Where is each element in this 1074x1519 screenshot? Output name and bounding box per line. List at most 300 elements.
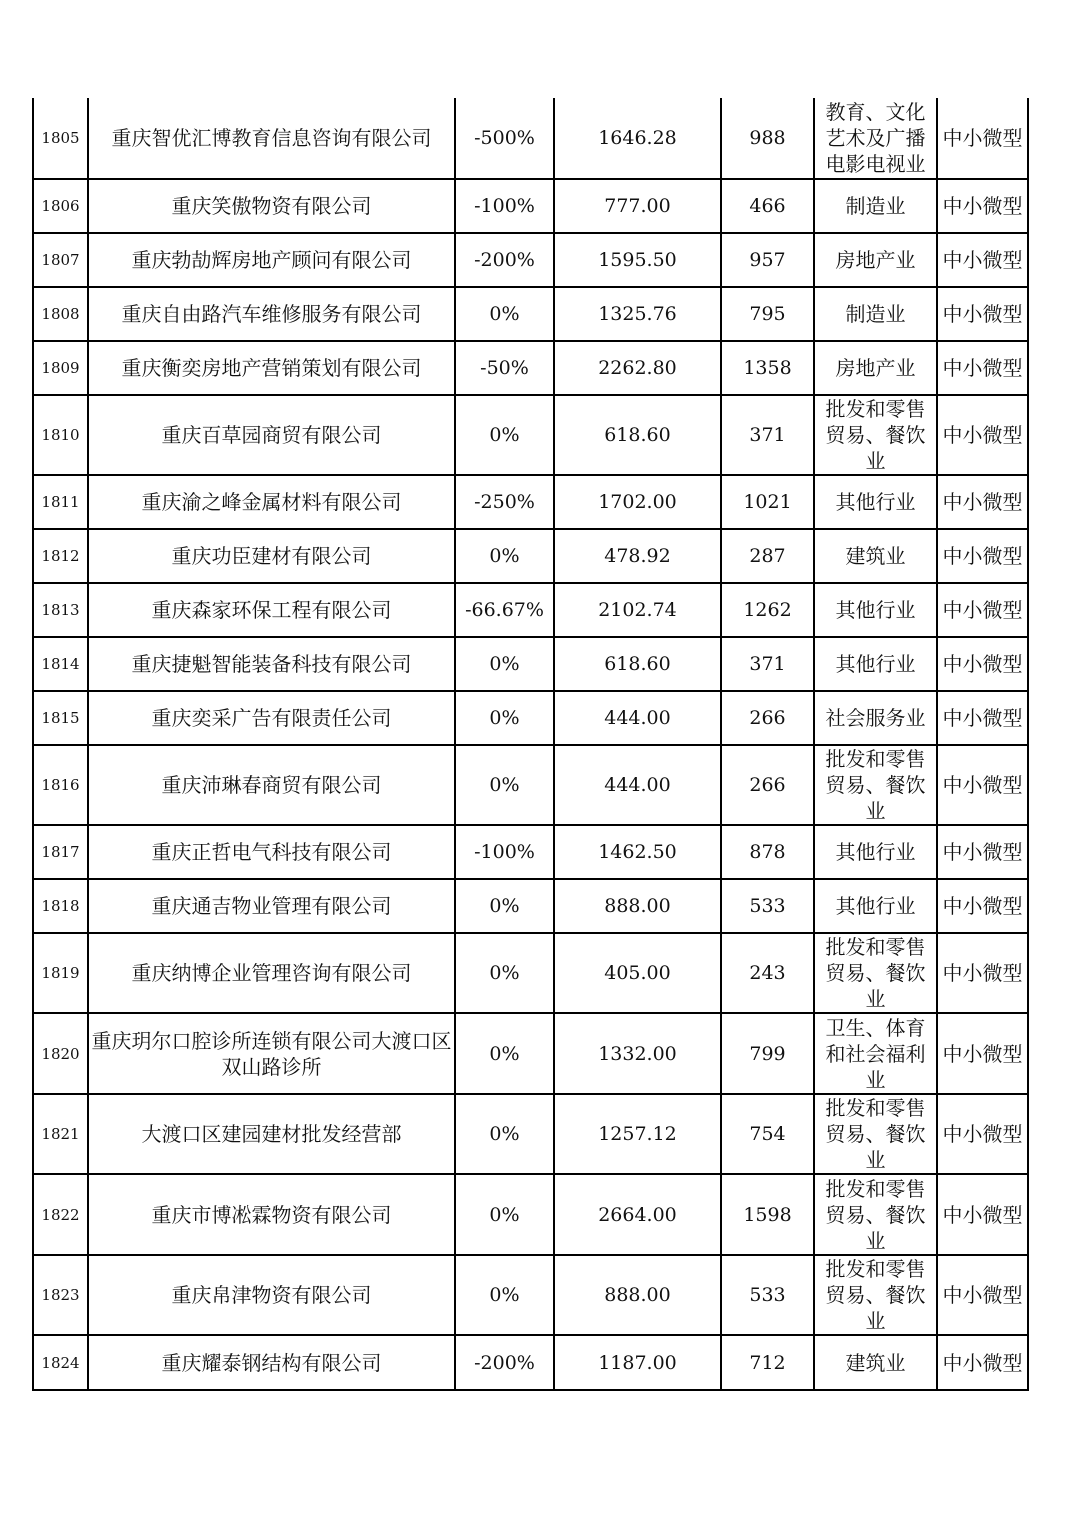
change-rate: 0%: [489, 545, 520, 567]
row-number-cell: [33, 879, 88, 933]
change-rate: 0%: [489, 707, 520, 729]
count: 1021: [743, 491, 792, 513]
enterprise-type-cell: [937, 879, 1028, 933]
amount: 1332.00: [598, 1042, 677, 1065]
change-rate-cell: [455, 475, 554, 529]
company-name-cell: [88, 529, 455, 583]
company-name: 重庆通吉物业管理有限公司: [151, 894, 392, 918]
count: 266: [749, 707, 786, 729]
row-number: 1817: [41, 843, 80, 861]
count-cell: [721, 287, 814, 341]
table-row: [33, 179, 1028, 233]
enterprise-type: 中小微型: [942, 302, 1023, 326]
change-rate: -50%: [480, 357, 529, 379]
enterprise-type: 中小微型: [942, 490, 1023, 514]
enterprise-type-cell: [937, 98, 1028, 179]
row-number-cell: [33, 1335, 88, 1390]
change-rate-cell: [455, 933, 554, 1013]
enterprise-type: 中小微型: [942, 773, 1023, 797]
row-number: 1806: [41, 197, 80, 215]
enterprise-type-cell: [937, 1094, 1028, 1174]
industry: 房地产业: [835, 248, 916, 272]
amount: 2262.80: [598, 357, 677, 379]
company-name: 重庆自由路汽车维修服务有限公司: [121, 302, 422, 326]
enterprise-type: 中小微型: [942, 598, 1023, 622]
row-number-cell: [33, 745, 88, 825]
industry-cell: [814, 529, 937, 583]
change-rate: 0%: [489, 1203, 520, 1226]
count-cell: [721, 529, 814, 583]
count: 754: [749, 1123, 786, 1145]
table-row: [33, 1174, 1028, 1255]
table-row: [33, 1255, 1028, 1335]
company-name-cell: [88, 1335, 455, 1390]
enterprise-type-cell: [937, 691, 1028, 745]
enterprise-type: 中小微型: [942, 126, 1023, 150]
industry: 卫生、体育和社会福利业: [825, 1015, 926, 1092]
table-row: [33, 825, 1028, 879]
industry-cell: [814, 745, 937, 825]
row-number-cell: [33, 1094, 88, 1174]
row-number-cell: [33, 395, 88, 475]
count: 712: [749, 1351, 786, 1374]
company-name-cell: [88, 98, 455, 179]
row-number: 1820: [41, 1044, 80, 1063]
amount-cell: [554, 1255, 721, 1335]
industry: 其他行业: [835, 894, 916, 918]
count: 988: [749, 127, 786, 149]
count-cell: [721, 825, 814, 879]
amount-cell: [554, 691, 721, 745]
count-cell: [721, 179, 814, 233]
enterprise-type-cell: [937, 1013, 1028, 1094]
industry-cell: [814, 287, 937, 341]
enterprise-type-cell: [937, 179, 1028, 233]
row-number-cell: [33, 233, 88, 287]
row-number: 1824: [41, 1353, 80, 1372]
change-rate: 0%: [489, 962, 520, 984]
count: 795: [749, 303, 786, 325]
company-name: 重庆衡奕房地产营销策划有限公司: [121, 356, 422, 380]
industry-cell: [814, 879, 937, 933]
enterprise-type: 中小微型: [942, 248, 1023, 272]
industry: 批发和零售贸易、餐饮业: [825, 397, 926, 473]
row-number-cell: [33, 475, 88, 529]
amount: 888.00: [604, 1284, 671, 1306]
amount-cell: [554, 475, 721, 529]
company-name-cell: [88, 287, 455, 341]
enterprise-type: 中小微型: [942, 1202, 1023, 1227]
count: 1262: [743, 599, 792, 621]
amount: 777.00: [604, 195, 671, 217]
count: 371: [749, 653, 786, 675]
amount: 405.00: [604, 962, 671, 984]
amount: 1257.12: [598, 1123, 677, 1145]
amount-cell: [554, 825, 721, 879]
amount-cell: [554, 583, 721, 637]
company-name-cell: [88, 933, 455, 1013]
count: 878: [749, 841, 786, 863]
industry-cell: [814, 341, 937, 395]
row-number: 1813: [41, 601, 80, 619]
count: 1358: [743, 357, 792, 379]
industry: 制造业: [845, 302, 906, 326]
change-rate-cell: [455, 233, 554, 287]
company-name-cell: [88, 233, 455, 287]
row-number: 1823: [41, 1286, 80, 1304]
enterprise-type: 中小微型: [942, 1041, 1023, 1066]
industry: 批发和零售贸易、餐饮业: [825, 747, 926, 823]
row-number: 1816: [41, 776, 80, 794]
change-rate-cell: [455, 1094, 554, 1174]
enterprise-type-cell: [937, 395, 1028, 475]
amount: 888.00: [604, 895, 671, 917]
row-number-cell: [33, 1255, 88, 1335]
count: 1598: [743, 1203, 792, 1226]
company-name-cell: [88, 1013, 455, 1094]
count: 957: [749, 249, 786, 271]
industry: 批发和零售贸易、餐饮业: [825, 935, 926, 1011]
table-row: [33, 933, 1028, 1013]
count-cell: [721, 1255, 814, 1335]
row-number-cell: [33, 529, 88, 583]
change-rate-cell: [455, 287, 554, 341]
industry-cell: [814, 233, 937, 287]
amount-cell: [554, 1094, 721, 1174]
industry: 建筑业: [845, 544, 906, 568]
change-rate-cell: [455, 637, 554, 691]
count-cell: [721, 1174, 814, 1255]
industry: 其他行业: [835, 652, 916, 676]
company-name-cell: [88, 179, 455, 233]
industry-cell: [814, 179, 937, 233]
amount-cell: [554, 98, 721, 179]
company-name-cell: [88, 395, 455, 475]
industry-cell: [814, 1094, 937, 1174]
change-rate: 0%: [489, 774, 520, 796]
count: 799: [749, 1042, 786, 1065]
change-rate-cell: [455, 1255, 554, 1335]
count-cell: [721, 475, 814, 529]
amount-cell: [554, 745, 721, 825]
company-name-cell: [88, 1094, 455, 1174]
count: 266: [749, 774, 786, 796]
change-rate: -200%: [474, 249, 535, 271]
count-cell: [721, 98, 814, 179]
enterprise-type: 中小微型: [942, 840, 1023, 864]
table-body: [33, 98, 1028, 1390]
amount: 1646.28: [598, 127, 677, 149]
table-row: [33, 745, 1028, 825]
industry-cell: [814, 395, 937, 475]
industry: 批发和零售贸易、餐饮业: [825, 1176, 926, 1253]
table-row: [33, 1094, 1028, 1174]
company-name: 重庆正哲电气科技有限公司: [151, 840, 392, 864]
company-name: 重庆笑傲物资有限公司: [171, 194, 372, 218]
count: 466: [749, 195, 786, 217]
enterprise-type-cell: [937, 933, 1028, 1013]
row-number: 1810: [41, 426, 80, 444]
amount-cell: [554, 1174, 721, 1255]
industry: 批发和零售贸易、餐饮业: [825, 1096, 926, 1172]
change-rate-cell: [455, 879, 554, 933]
enterprise-type-cell: [937, 529, 1028, 583]
amount-cell: [554, 287, 721, 341]
company-name-cell: [88, 691, 455, 745]
industry: 建筑业: [845, 1350, 906, 1375]
count-cell: [721, 1013, 814, 1094]
change-rate: -250%: [474, 491, 535, 513]
company-name-cell: [88, 745, 455, 825]
amount: 478.92: [604, 545, 671, 567]
amount-cell: [554, 1013, 721, 1094]
amount: 618.60: [604, 653, 671, 675]
change-rate-cell: [455, 691, 554, 745]
company-name: 重庆智优汇博教育信息咨询有限公司: [111, 126, 432, 150]
row-number: 1805: [41, 129, 80, 147]
count: 243: [749, 962, 786, 984]
count-cell: [721, 233, 814, 287]
company-name-cell: [88, 825, 455, 879]
change-rate: -200%: [474, 1351, 535, 1374]
company-name: 重庆沛琳春商贸有限公司: [161, 773, 382, 797]
count-cell: [721, 637, 814, 691]
amount: 1325.76: [598, 303, 677, 325]
industry: 社会服务业: [825, 706, 926, 730]
table-row: [33, 341, 1028, 395]
company-name: 重庆帛津物资有限公司: [171, 1283, 372, 1307]
company-name-cell: [88, 475, 455, 529]
industry-cell: [814, 475, 937, 529]
amount-cell: [554, 529, 721, 583]
change-rate: 0%: [489, 1042, 520, 1065]
industry: 房地产业: [835, 356, 916, 380]
change-rate-cell: [455, 98, 554, 179]
row-number-cell: [33, 98, 88, 179]
table-row: [33, 637, 1028, 691]
change-rate: 0%: [489, 653, 520, 675]
count: 371: [749, 424, 786, 446]
change-rate: -100%: [474, 195, 535, 217]
table-row: [33, 879, 1028, 933]
change-rate-cell: [455, 395, 554, 475]
industry-cell: [814, 1335, 937, 1390]
industry-cell: [814, 1174, 937, 1255]
company-name-cell: [88, 637, 455, 691]
enterprise-type-cell: [937, 1174, 1028, 1255]
amount: 2664.00: [598, 1203, 677, 1226]
company-name: 重庆功臣建材有限公司: [171, 544, 372, 568]
row-number: 1815: [41, 709, 80, 727]
row-number: 1814: [41, 655, 80, 673]
count-cell: [721, 1335, 814, 1390]
company-name: 重庆玥尔口腔诊所连锁有限公司大渡口区双山路诊所: [91, 1028, 452, 1079]
amount-cell: [554, 341, 721, 395]
row-number: 1811: [41, 493, 80, 511]
table-row: [33, 395, 1028, 475]
amount: 1187.00: [598, 1351, 677, 1374]
industry: 教育、文化艺术及广播电影电视业: [825, 100, 926, 176]
enterprise-type: 中小微型: [942, 544, 1023, 568]
data-table: [32, 98, 1029, 1391]
company-name: 重庆纳博企业管理咨询有限公司: [131, 961, 412, 985]
row-number-cell: [33, 691, 88, 745]
company-name: 重庆奕采广告有限责任公司: [151, 706, 392, 730]
enterprise-type-cell: [937, 341, 1028, 395]
amount-cell: [554, 179, 721, 233]
table-row: [33, 475, 1028, 529]
row-number-cell: [33, 179, 88, 233]
enterprise-type: 中小微型: [942, 1350, 1023, 1375]
industry-cell: [814, 1255, 937, 1335]
row-number-cell: [33, 583, 88, 637]
change-rate-cell: [455, 529, 554, 583]
count-cell: [721, 1094, 814, 1174]
table-row: [33, 691, 1028, 745]
enterprise-type-cell: [937, 475, 1028, 529]
enterprise-type-cell: [937, 637, 1028, 691]
change-rate-cell: [455, 825, 554, 879]
count: 533: [749, 895, 786, 917]
amount: 1702.00: [598, 491, 677, 513]
count-cell: [721, 745, 814, 825]
change-rate: -500%: [474, 127, 535, 149]
industry-cell: [814, 98, 937, 179]
count: 533: [749, 1284, 786, 1306]
table-row: [33, 1013, 1028, 1094]
amount-cell: [554, 1335, 721, 1390]
industry-cell: [814, 1013, 937, 1094]
industry-cell: [814, 825, 937, 879]
change-rate-cell: [455, 583, 554, 637]
count-cell: [721, 879, 814, 933]
count-cell: [721, 395, 814, 475]
row-number: 1807: [41, 251, 80, 269]
table-row: [33, 98, 1028, 179]
change-rate: 0%: [489, 895, 520, 917]
row-number-cell: [33, 1174, 88, 1255]
industry-cell: [814, 637, 937, 691]
row-number-cell: [33, 825, 88, 879]
enterprise-type: 中小微型: [942, 894, 1023, 918]
change-rate-cell: [455, 745, 554, 825]
row-number: 1822: [41, 1205, 80, 1224]
row-number-cell: [33, 287, 88, 341]
row-number: 1818: [41, 897, 80, 915]
count-cell: [721, 933, 814, 1013]
industry-cell: [814, 583, 937, 637]
company-name: 重庆森家环保工程有限公司: [151, 598, 392, 622]
amount: 618.60: [604, 424, 671, 446]
amount: 1595.50: [598, 249, 677, 271]
enterprise-type-cell: [937, 583, 1028, 637]
count-cell: [721, 583, 814, 637]
enterprise-type: 中小微型: [942, 423, 1023, 447]
industry: 其他行业: [835, 490, 916, 514]
company-name: 重庆勃劼辉房地产顾问有限公司: [131, 248, 412, 272]
row-number-cell: [33, 933, 88, 1013]
enterprise-type: 中小微型: [942, 1122, 1023, 1146]
row-number: 1821: [41, 1125, 80, 1143]
industry: 其他行业: [835, 598, 916, 622]
amount-cell: [554, 879, 721, 933]
company-name: 大渡口区建园建材批发经营部: [141, 1122, 402, 1146]
count-cell: [721, 691, 814, 745]
amount-cell: [554, 637, 721, 691]
table-row: [33, 233, 1028, 287]
company-name: 重庆市博凇霖物资有限公司: [151, 1202, 392, 1227]
row-number: 1819: [41, 964, 80, 982]
enterprise-type: 中小微型: [942, 961, 1023, 985]
amount-cell: [554, 395, 721, 475]
amount: 444.00: [604, 774, 671, 796]
enterprise-type-cell: [937, 233, 1028, 287]
table-row: [33, 287, 1028, 341]
industry-cell: [814, 933, 937, 1013]
enterprise-type: 中小微型: [942, 652, 1023, 676]
row-number: 1809: [41, 359, 80, 377]
row-number-cell: [33, 341, 88, 395]
company-name: 重庆耀泰钢结构有限公司: [161, 1350, 382, 1375]
table-row: [33, 583, 1028, 637]
change-rate-cell: [455, 1013, 554, 1094]
enterprise-type-cell: [937, 1335, 1028, 1390]
company-name: 重庆渝之峰金属材料有限公司: [141, 490, 402, 514]
row-number: 1812: [41, 547, 80, 565]
enterprise-type-cell: [937, 1255, 1028, 1335]
company-name-cell: [88, 879, 455, 933]
company-name: 重庆百草园商贸有限公司: [161, 423, 382, 447]
count-cell: [721, 341, 814, 395]
change-rate: -100%: [474, 841, 535, 863]
company-name-cell: [88, 1255, 455, 1335]
table-row: [33, 1335, 1028, 1390]
enterprise-type-cell: [937, 287, 1028, 341]
amount-cell: [554, 933, 721, 1013]
company-name: 重庆捷魁智能装备科技有限公司: [131, 652, 412, 676]
row-number-cell: [33, 637, 88, 691]
change-rate-cell: [455, 179, 554, 233]
enterprise-type-cell: [937, 745, 1028, 825]
amount-cell: [554, 233, 721, 287]
change-rate: 0%: [489, 1284, 520, 1306]
change-rate-cell: [455, 1174, 554, 1255]
company-name-cell: [88, 1174, 455, 1255]
industry: 其他行业: [835, 840, 916, 864]
industry-cell: [814, 691, 937, 745]
change-rate: -66.67%: [465, 599, 544, 621]
amount: 444.00: [604, 707, 671, 729]
enterprise-type-cell: [937, 825, 1028, 879]
enterprise-type: 中小微型: [942, 706, 1023, 730]
company-name-cell: [88, 341, 455, 395]
enterprise-type: 中小微型: [942, 194, 1023, 218]
amount: 2102.74: [598, 599, 677, 621]
enterprise-type: 中小微型: [942, 356, 1023, 380]
industry: 制造业: [845, 194, 906, 218]
change-rate-cell: [455, 341, 554, 395]
row-number: 1808: [41, 305, 80, 323]
enterprise-type: 中小微型: [942, 1283, 1023, 1307]
amount: 1462.50: [598, 841, 677, 863]
change-rate: 0%: [489, 1123, 520, 1145]
change-rate: 0%: [489, 303, 520, 325]
count: 287: [749, 545, 786, 567]
change-rate: 0%: [489, 424, 520, 446]
table-row: [33, 529, 1028, 583]
change-rate-cell: [455, 1335, 554, 1390]
industry: 批发和零售贸易、餐饮业: [825, 1257, 926, 1333]
